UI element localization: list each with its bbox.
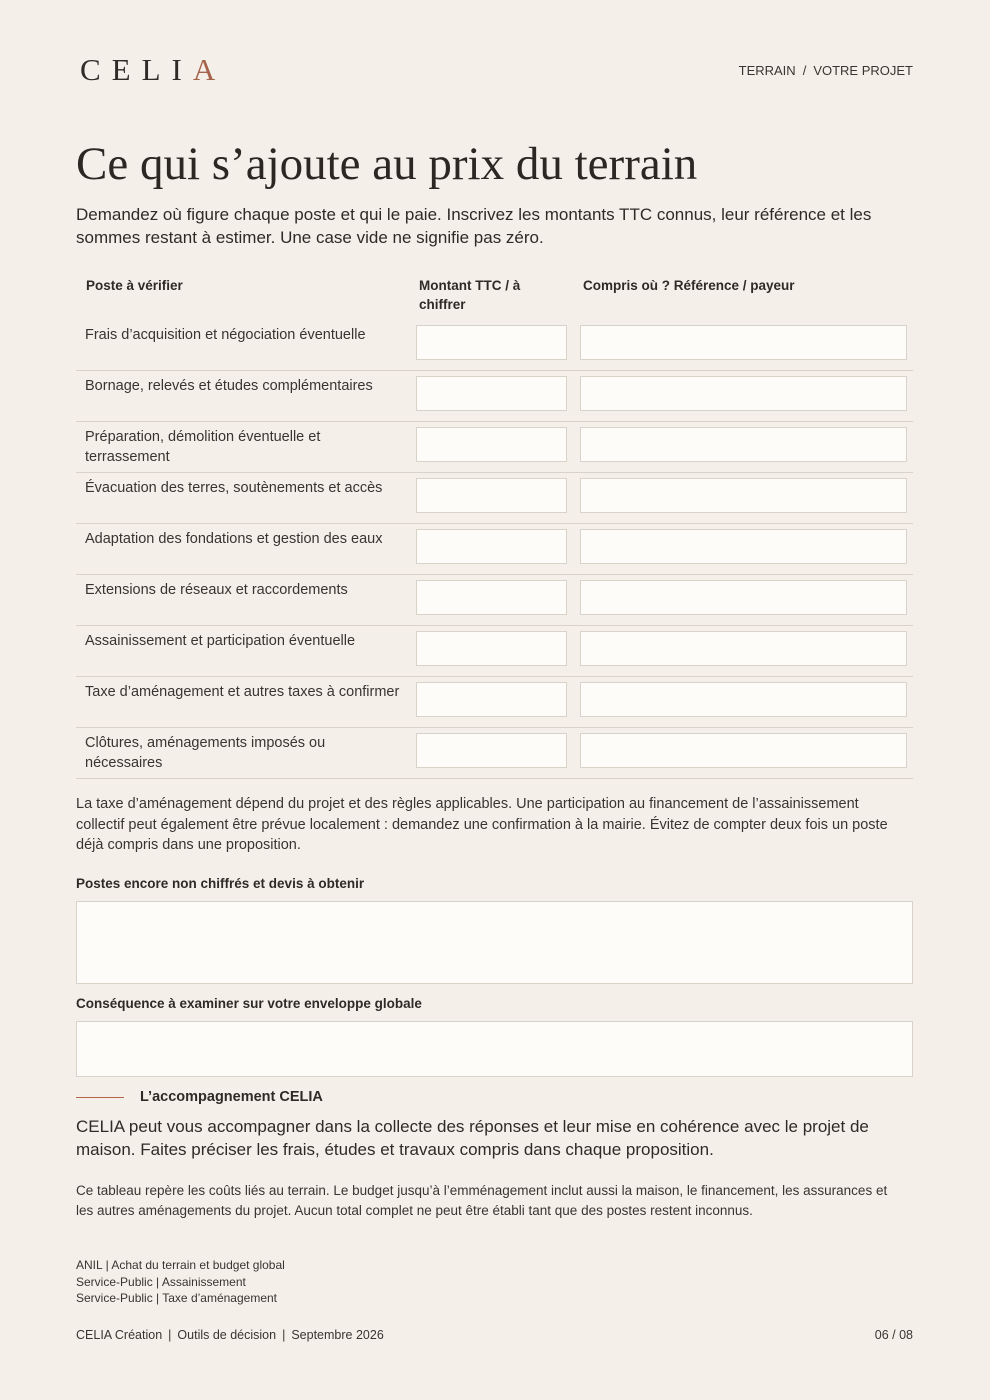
reference-input[interactable] [580, 682, 907, 717]
reference-input[interactable] [580, 631, 907, 666]
row-label: Bornage, relevés et études complémentaires [85, 378, 373, 394]
logo-text: CELI [80, 52, 193, 87]
sources-list [76, 1257, 676, 1307]
table-row [76, 371, 913, 422]
amount-input[interactable] [416, 376, 567, 411]
page-title: Ce qui s’ajoute au prix du terrain [76, 138, 698, 190]
amount-input[interactable] [416, 682, 567, 717]
table-row [76, 320, 913, 371]
disclaimer-text: Ce tableau repère les coûts liés au terrain. Le budget jusqu’à l’emménagement inclut aussi la maison, le financement, les assurances et les autres aménagements du projet. Aucun total complet ne peut être établi tant que des postes restent inconnus. [76, 1183, 888, 1218]
amount-input[interactable] [416, 478, 567, 513]
table-row [76, 524, 913, 575]
amount-input[interactable] [416, 733, 567, 768]
table-row [76, 626, 913, 677]
reference-input[interactable] [580, 427, 907, 462]
celia-logo [80, 52, 226, 88]
page-intro: Demandez où figure chaque poste et qui le paie. Inscrivez les montants TTC connus, leur référence et les sommes restant à estimer. Une case vide ne signifie pas zéro. [76, 205, 872, 247]
reference-input[interactable] [580, 478, 907, 513]
row-label: Frais d’acquisition et négociation éventuelle [85, 327, 366, 343]
amount-input[interactable] [416, 529, 567, 564]
row-label: Évacuation des terres, soutènements et accès [85, 480, 383, 496]
reference-input[interactable] [580, 733, 907, 768]
footer-date: Septembre 2026 [291, 1328, 384, 1342]
reference-input[interactable] [580, 325, 907, 360]
footer-info [76, 1328, 384, 1342]
amount-input[interactable] [416, 325, 567, 360]
consequence-label: Conséquence à examiner sur votre enveloppe globale [76, 996, 422, 1011]
footer-separator: | [168, 1328, 172, 1342]
breadcrumb-item-terrain: TERRAIN [738, 63, 796, 78]
header-poste: Poste à vérifier [86, 278, 183, 293]
table-row [76, 575, 913, 626]
footer-section: Outils de décision [177, 1328, 277, 1342]
footer-brand: CELIA Création [76, 1328, 163, 1342]
amount-input[interactable] [416, 580, 567, 615]
pending-items-label: Postes encore non chiffrés et devis à obtenir [76, 876, 365, 891]
source-item: ANIL | Achat du terrain et budget global [76, 1258, 285, 1272]
accent-rule [76, 1097, 124, 1098]
table-row [76, 677, 913, 728]
accompaniment-text: CELIA peut vous accompagner dans la collecte des réponses et leur mise en cohérence avec le projet de maison. Faites préciser les frais, études et travaux compris dans chaque proposition. [76, 1117, 869, 1159]
table-row [76, 473, 913, 524]
source-item: Service-Public | Taxe d’aménagement [76, 1291, 277, 1305]
row-label: Taxe d’aménagement et autres taxes à confirmer [85, 684, 400, 700]
row-label: Extensions de réseaux et raccordements [85, 582, 348, 598]
amount-input[interactable] [416, 631, 567, 666]
breadcrumb-item-projet: VOTRE PROJET [813, 63, 913, 78]
row-label: Préparation, démolition éventuelle et terrassement [85, 429, 321, 465]
footer-separator: | [282, 1328, 286, 1342]
reference-input[interactable] [580, 529, 907, 564]
cost-table [76, 276, 913, 779]
pending-items-field[interactable] [76, 901, 913, 984]
amount-input[interactable] [416, 427, 567, 462]
row-label: Clôtures, aménagements imposés ou nécessaires [85, 735, 326, 771]
reference-input[interactable] [580, 376, 907, 411]
table-header [76, 276, 913, 320]
table-row [76, 422, 913, 473]
header-reference: Compris où ? Référence / payeur [583, 278, 795, 293]
row-label: Assainissement et participation éventuelle [85, 633, 356, 649]
reference-input[interactable] [580, 580, 907, 615]
consequence-field[interactable] [76, 1021, 913, 1077]
tax-note: La taxe d’aménagement dépend du projet et des règles applicables. Une participation au financement de l’assainissement collectif peut également être prévue localement : demandez une confirmation à la mairie. Évitez de compter deux fois un poste déjà compris dans une proposition. [76, 796, 888, 853]
page-number: 06 / 08 [874, 1328, 913, 1342]
logo-accent-letter: A [192, 52, 227, 87]
table-row [76, 728, 913, 779]
header-montant: Montant TTC / à chiffrer [419, 278, 521, 312]
breadcrumb [739, 63, 913, 78]
breadcrumb-separator: / [802, 63, 807, 78]
accompaniment-title: L’accompagnement CELIA [140, 1089, 323, 1105]
source-item: Service-Public | Assainissement [76, 1274, 246, 1289]
row-label: Adaptation des fondations et gestion des eaux [85, 531, 383, 547]
